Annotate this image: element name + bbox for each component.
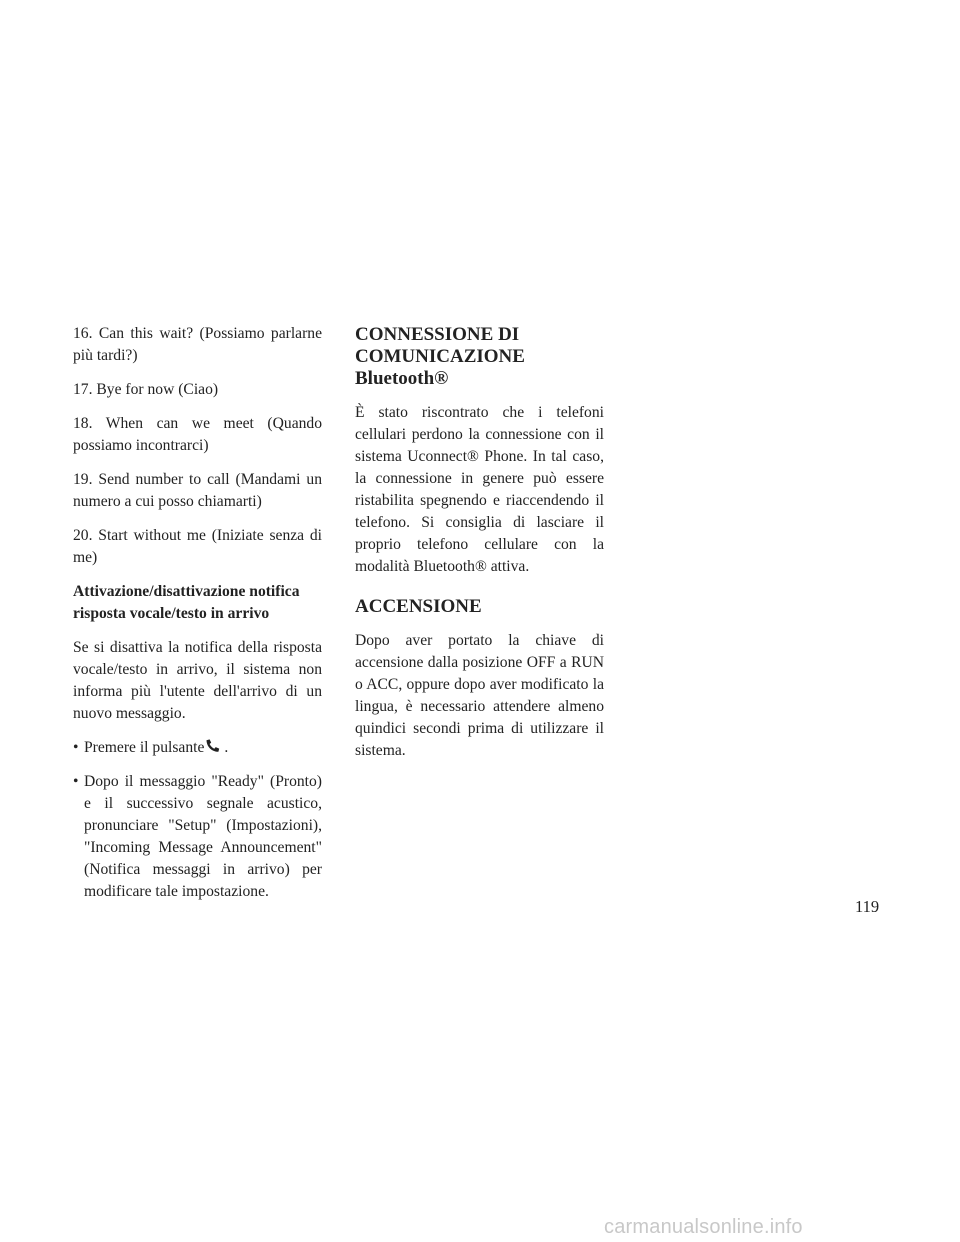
section-subheading: Attivazione/disattivazione notifica risposta vocale/testo in arrivo [73, 583, 300, 622]
list-item-18: 18. When can we meet (Quando possiamo incontrarci) [73, 415, 322, 454]
list-item-20: 20. Start without me (Iniziate senza di me) [73, 527, 322, 566]
body-paragraph: Se si disattiva la notifica della risposta vocale/testo in arrivo, il sistema non informa più l'utente dell'arrivo di un nuovo messaggio. [73, 639, 322, 722]
bullet-item-say-setup [73, 771, 322, 903]
bullet-text-end: . [224, 739, 229, 756]
list-item-16: 16. Can this wait? (Possiamo parlarne più tardi?) [73, 325, 322, 364]
list-item-17: 17. Bye for now (Ciao) [73, 381, 219, 398]
phone-icon [205, 739, 221, 753]
bullet-marker: • [73, 739, 79, 756]
section-heading-accensione: ACCENSIONE [355, 596, 482, 617]
bullet-text-start: Premere il pulsante [84, 739, 205, 756]
body-paragraph-bluetooth: È stato riscontrato che i telefoni cellulari perdono la connessione con il sistema Uconnect® Phone. In tal caso, la connessione in genere può essere ristabilita spegnendo e riaccendendo il telefono. Si consiglia di lasciare il proprio telefono cellulare con la modalità Bluetooth® attiva. [355, 404, 604, 575]
bullet-text: Dopo il messaggio "Ready" (Pronto) e il successivo segnale acustico, pronunciare "Setup" (Impostazioni), "Incoming Message Announcement" (Notifica messaggi in arrivo) per modificare tale impostazione. [84, 773, 322, 900]
body-paragraph-accensione: Dopo aver portato la chiave di accensione dalla posizione OFF a RUN o ACC, oppure dopo aver modificato la lingua, è necessario attendere almeno quindici secondi prima di utilizzare il sistema. [355, 632, 604, 759]
section-heading-bluetooth: CONNESSIONE DI COMUNICAZIONE Bluetooth® [355, 324, 525, 389]
watermark: carmanualsonline.info [604, 1216, 803, 1238]
page-number: 119 [855, 897, 880, 916]
list-item-19: 19. Send number to call (Mandami un numero a cui posso chiamarti) [73, 471, 322, 510]
bullet-marker: • [73, 773, 79, 790]
left-column [73, 323, 322, 915]
bullet-text [84, 737, 322, 759]
bullet-item-press-button [73, 737, 322, 759]
right-column [355, 323, 604, 774]
